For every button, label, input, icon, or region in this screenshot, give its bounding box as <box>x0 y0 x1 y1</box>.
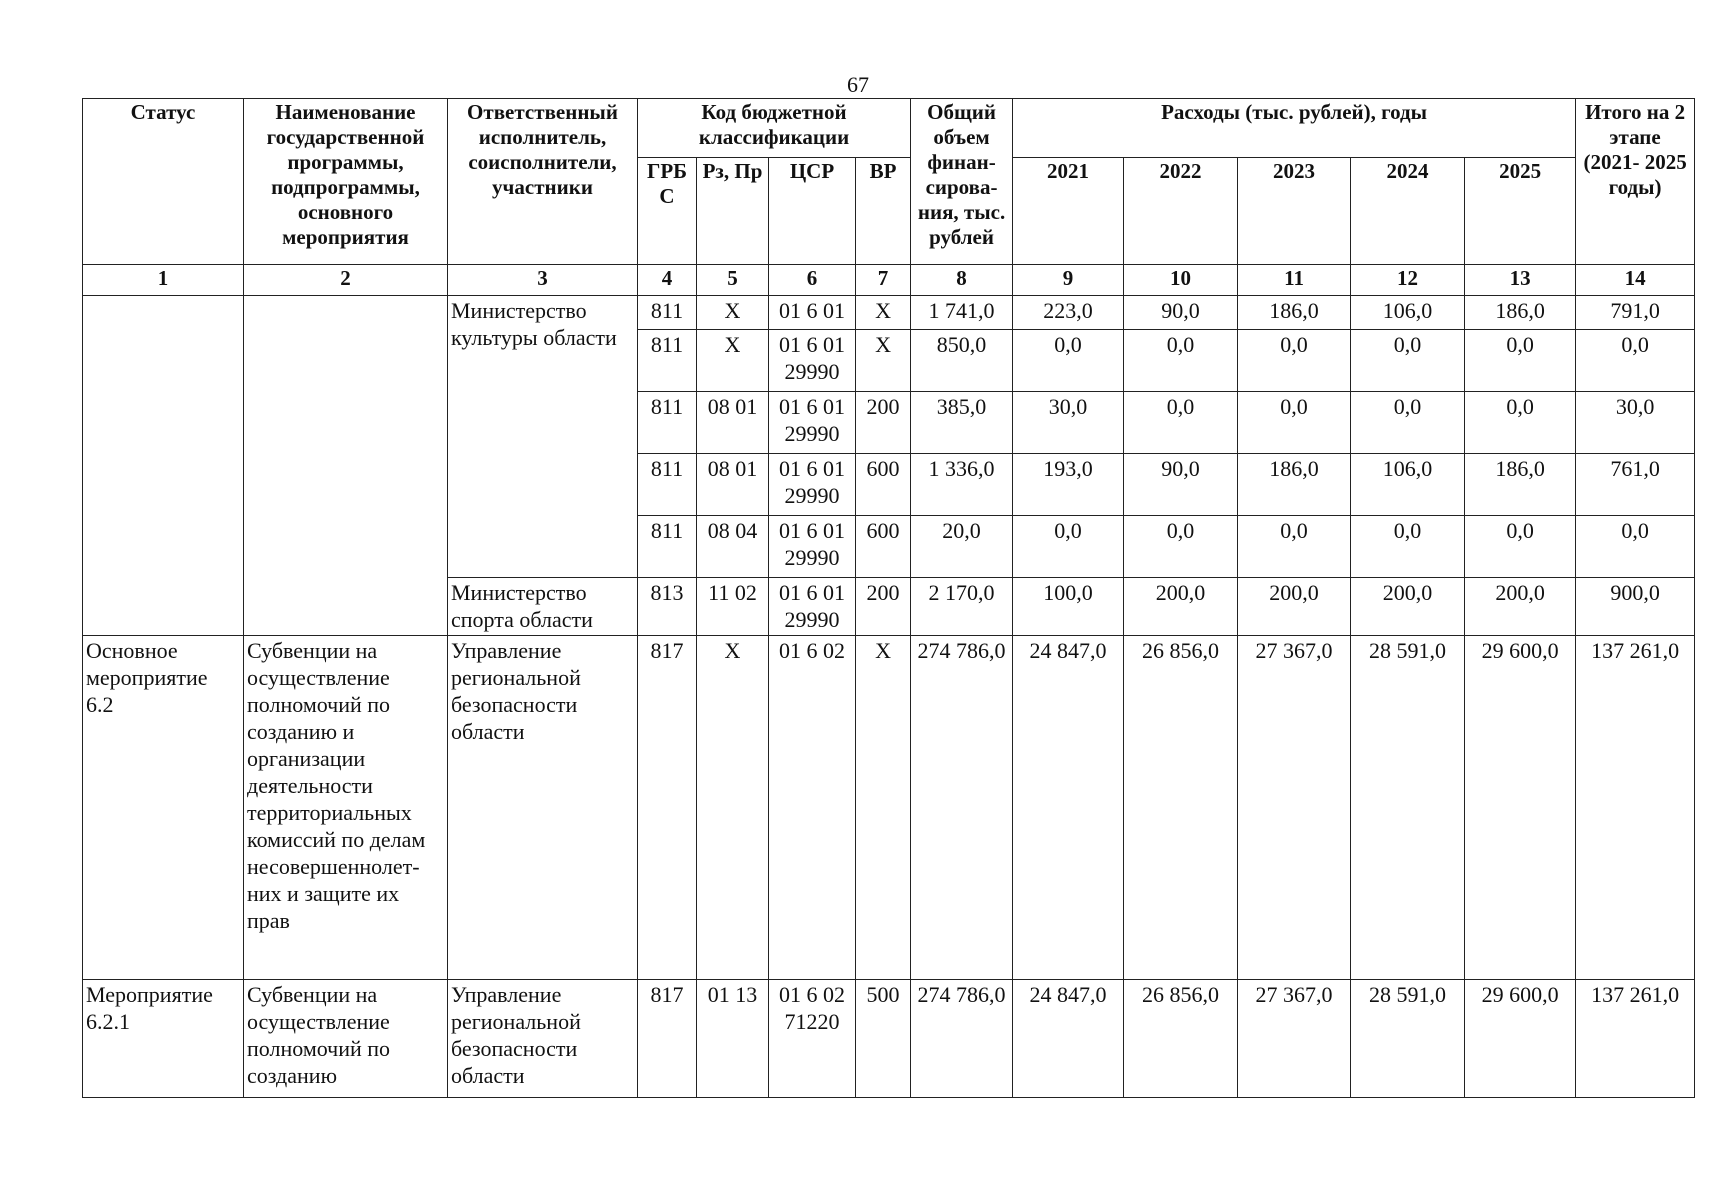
year-2021-cell: 193,0 <box>1013 454 1124 516</box>
total-cell: 2 170,0 <box>911 578 1013 636</box>
stage-total-cell: 900,0 <box>1576 578 1695 636</box>
total-cell: 274 786,0 <box>911 636 1013 980</box>
header-name: Наименование государственной программы, подпрограммы, основного мероприятия <box>244 99 448 265</box>
rzpr-cell: 08 01 <box>697 392 769 454</box>
status-cell: Мероприятие 6.2.1 <box>83 980 244 1098</box>
year-2022-cell: 200,0 <box>1124 578 1238 636</box>
column-number: 13 <box>1465 265 1576 296</box>
rzpr-cell: X <box>697 296 769 330</box>
column-number-row <box>83 265 1695 296</box>
year-2024-cell: 28 591,0 <box>1351 636 1465 980</box>
grbs-cell: 817 <box>638 636 697 980</box>
year-2022-cell: 90,0 <box>1124 296 1238 330</box>
column-number: 6 <box>769 265 856 296</box>
year-2025-cell: 0,0 <box>1465 392 1576 454</box>
vr-cell: 500 <box>856 980 911 1098</box>
csr-cell: 01 6 01 29990 <box>769 578 856 636</box>
header-rzpr: Рз, Пр <box>697 158 769 265</box>
year-2022-cell: 0,0 <box>1124 330 1238 392</box>
header-grbs: ГРБ С <box>638 158 697 265</box>
header-stage-total: Итого на 2 этапе (2021- 2025 годы) <box>1576 99 1695 265</box>
column-number: 7 <box>856 265 911 296</box>
column-number: 10 <box>1124 265 1238 296</box>
table-row <box>83 636 1695 980</box>
responsible-cell: Управление региональной безопасности области <box>448 980 638 1098</box>
table-row <box>83 296 1695 330</box>
grbs-cell: 811 <box>638 392 697 454</box>
header-responsible: Ответственный исполнитель, соисполнители, участники <box>448 99 638 265</box>
column-number: 8 <box>911 265 1013 296</box>
year-2022-cell: 0,0 <box>1124 392 1238 454</box>
vr-cell: X <box>856 330 911 392</box>
year-2024-cell: 106,0 <box>1351 296 1465 330</box>
responsible-cell: Управление региональной безопасности области <box>448 636 638 980</box>
year-2021-cell: 0,0 <box>1013 516 1124 578</box>
header-year-2022: 2022 <box>1124 158 1238 265</box>
year-2022-cell: 0,0 <box>1124 516 1238 578</box>
year-2023-cell: 27 367,0 <box>1238 636 1351 980</box>
total-cell: 1 336,0 <box>911 454 1013 516</box>
year-2023-cell: 27 367,0 <box>1238 980 1351 1098</box>
year-2021-cell: 100,0 <box>1013 578 1124 636</box>
year-2025-cell: 200,0 <box>1465 578 1576 636</box>
header-status: Статус <box>83 99 244 265</box>
vr-cell: 600 <box>856 454 911 516</box>
grbs-cell: 811 <box>638 516 697 578</box>
stage-total-cell: 791,0 <box>1576 296 1695 330</box>
budget-table <box>82 98 1695 1098</box>
vr-cell: X <box>856 296 911 330</box>
grbs-cell: 817 <box>638 980 697 1098</box>
grbs-cell: 811 <box>638 454 697 516</box>
year-2021-cell: 0,0 <box>1013 330 1124 392</box>
year-2021-cell: 223,0 <box>1013 296 1124 330</box>
year-2023-cell: 0,0 <box>1238 392 1351 454</box>
year-2025-cell: 0,0 <box>1465 330 1576 392</box>
year-2023-cell: 0,0 <box>1238 516 1351 578</box>
name-cell <box>244 296 448 636</box>
year-2022-cell: 26 856,0 <box>1124 636 1238 980</box>
column-number: 11 <box>1238 265 1351 296</box>
grbs-cell: 811 <box>638 296 697 330</box>
total-cell: 385,0 <box>911 392 1013 454</box>
year-2025-cell: 29 600,0 <box>1465 980 1576 1098</box>
csr-cell: 01 6 01 29990 <box>769 330 856 392</box>
rzpr-cell: 11 02 <box>697 578 769 636</box>
year-2021-cell: 24 847,0 <box>1013 636 1124 980</box>
table-row <box>83 980 1695 1098</box>
year-2023-cell: 186,0 <box>1238 454 1351 516</box>
column-number: 9 <box>1013 265 1124 296</box>
year-2022-cell: 90,0 <box>1124 454 1238 516</box>
rzpr-cell: X <box>697 636 769 980</box>
year-2024-cell: 0,0 <box>1351 392 1465 454</box>
vr-cell: X <box>856 636 911 980</box>
total-cell: 274 786,0 <box>911 980 1013 1098</box>
status-cell: Основное мероприятие 6.2 <box>83 636 244 980</box>
year-2024-cell: 0,0 <box>1351 516 1465 578</box>
column-number: 5 <box>697 265 769 296</box>
column-number: 2 <box>244 265 448 296</box>
csr-cell: 01 6 02 71220 <box>769 980 856 1098</box>
year-2022-cell: 26 856,0 <box>1124 980 1238 1098</box>
status-cell <box>83 296 244 636</box>
responsible-cell: Министерство культуры области <box>448 296 638 578</box>
stage-total-cell: 0,0 <box>1576 516 1695 578</box>
csr-cell: 01 6 02 <box>769 636 856 980</box>
header-budget-code: Код бюджетной классификации <box>638 99 911 158</box>
header-vr: ВР <box>856 158 911 265</box>
grbs-cell: 813 <box>638 578 697 636</box>
vr-cell: 200 <box>856 578 911 636</box>
year-2024-cell: 0,0 <box>1351 330 1465 392</box>
csr-cell: 01 6 01 29990 <box>769 454 856 516</box>
column-number: 1 <box>83 265 244 296</box>
rzpr-cell: X <box>697 330 769 392</box>
year-2023-cell: 200,0 <box>1238 578 1351 636</box>
stage-total-cell: 30,0 <box>1576 392 1695 454</box>
vr-cell: 600 <box>856 516 911 578</box>
year-2023-cell: 186,0 <box>1238 296 1351 330</box>
year-2024-cell: 28 591,0 <box>1351 980 1465 1098</box>
page-number: 67 <box>847 72 869 97</box>
header-year-2024: 2024 <box>1351 158 1465 265</box>
column-number: 4 <box>638 265 697 296</box>
stage-total-cell: 137 261,0 <box>1576 636 1695 980</box>
grbs-cell: 811 <box>638 330 697 392</box>
year-2021-cell: 24 847,0 <box>1013 980 1124 1098</box>
responsible-cell: Министерство спорта области <box>448 578 638 636</box>
year-2025-cell: 186,0 <box>1465 454 1576 516</box>
vr-cell: 200 <box>856 392 911 454</box>
year-2025-cell: 186,0 <box>1465 296 1576 330</box>
year-2024-cell: 106,0 <box>1351 454 1465 516</box>
header-year-2021: 2021 <box>1013 158 1124 265</box>
rzpr-cell: 01 13 <box>697 980 769 1098</box>
header-total-volume: Общий объем финан- сирова- ния, тыс. рублей <box>911 99 1013 265</box>
stage-total-cell: 761,0 <box>1576 454 1695 516</box>
csr-cell: 01 6 01 <box>769 296 856 330</box>
csr-cell: 01 6 01 29990 <box>769 516 856 578</box>
year-2024-cell: 200,0 <box>1351 578 1465 636</box>
stage-total-cell: 137 261,0 <box>1576 980 1695 1098</box>
rzpr-cell: 08 01 <box>697 454 769 516</box>
year-2025-cell: 29 600,0 <box>1465 636 1576 980</box>
header-year-2023: 2023 <box>1238 158 1351 265</box>
year-2025-cell: 0,0 <box>1465 516 1576 578</box>
header-year-2025: 2025 <box>1465 158 1576 265</box>
rzpr-cell: 08 04 <box>697 516 769 578</box>
name-cell: Субвенции на осуществление полномочий по созданию и организации деятельности территориальных комиссий по делам несовершеннолет- них и защите их прав <box>244 636 448 980</box>
column-number: 3 <box>448 265 638 296</box>
column-number: 14 <box>1576 265 1695 296</box>
column-number: 12 <box>1351 265 1465 296</box>
total-cell: 850,0 <box>911 330 1013 392</box>
stage-total-cell: 0,0 <box>1576 330 1695 392</box>
total-cell: 20,0 <box>911 516 1013 578</box>
year-2021-cell: 30,0 <box>1013 392 1124 454</box>
header-csr: ЦСР <box>769 158 856 265</box>
year-2023-cell: 0,0 <box>1238 330 1351 392</box>
csr-cell: 01 6 01 29990 <box>769 392 856 454</box>
header-expenses: Расходы (тыс. рублей), годы <box>1013 99 1576 158</box>
total-cell: 1 741,0 <box>911 296 1013 330</box>
name-cell: Субвенции на осуществление полномочий по созданию <box>244 980 448 1098</box>
